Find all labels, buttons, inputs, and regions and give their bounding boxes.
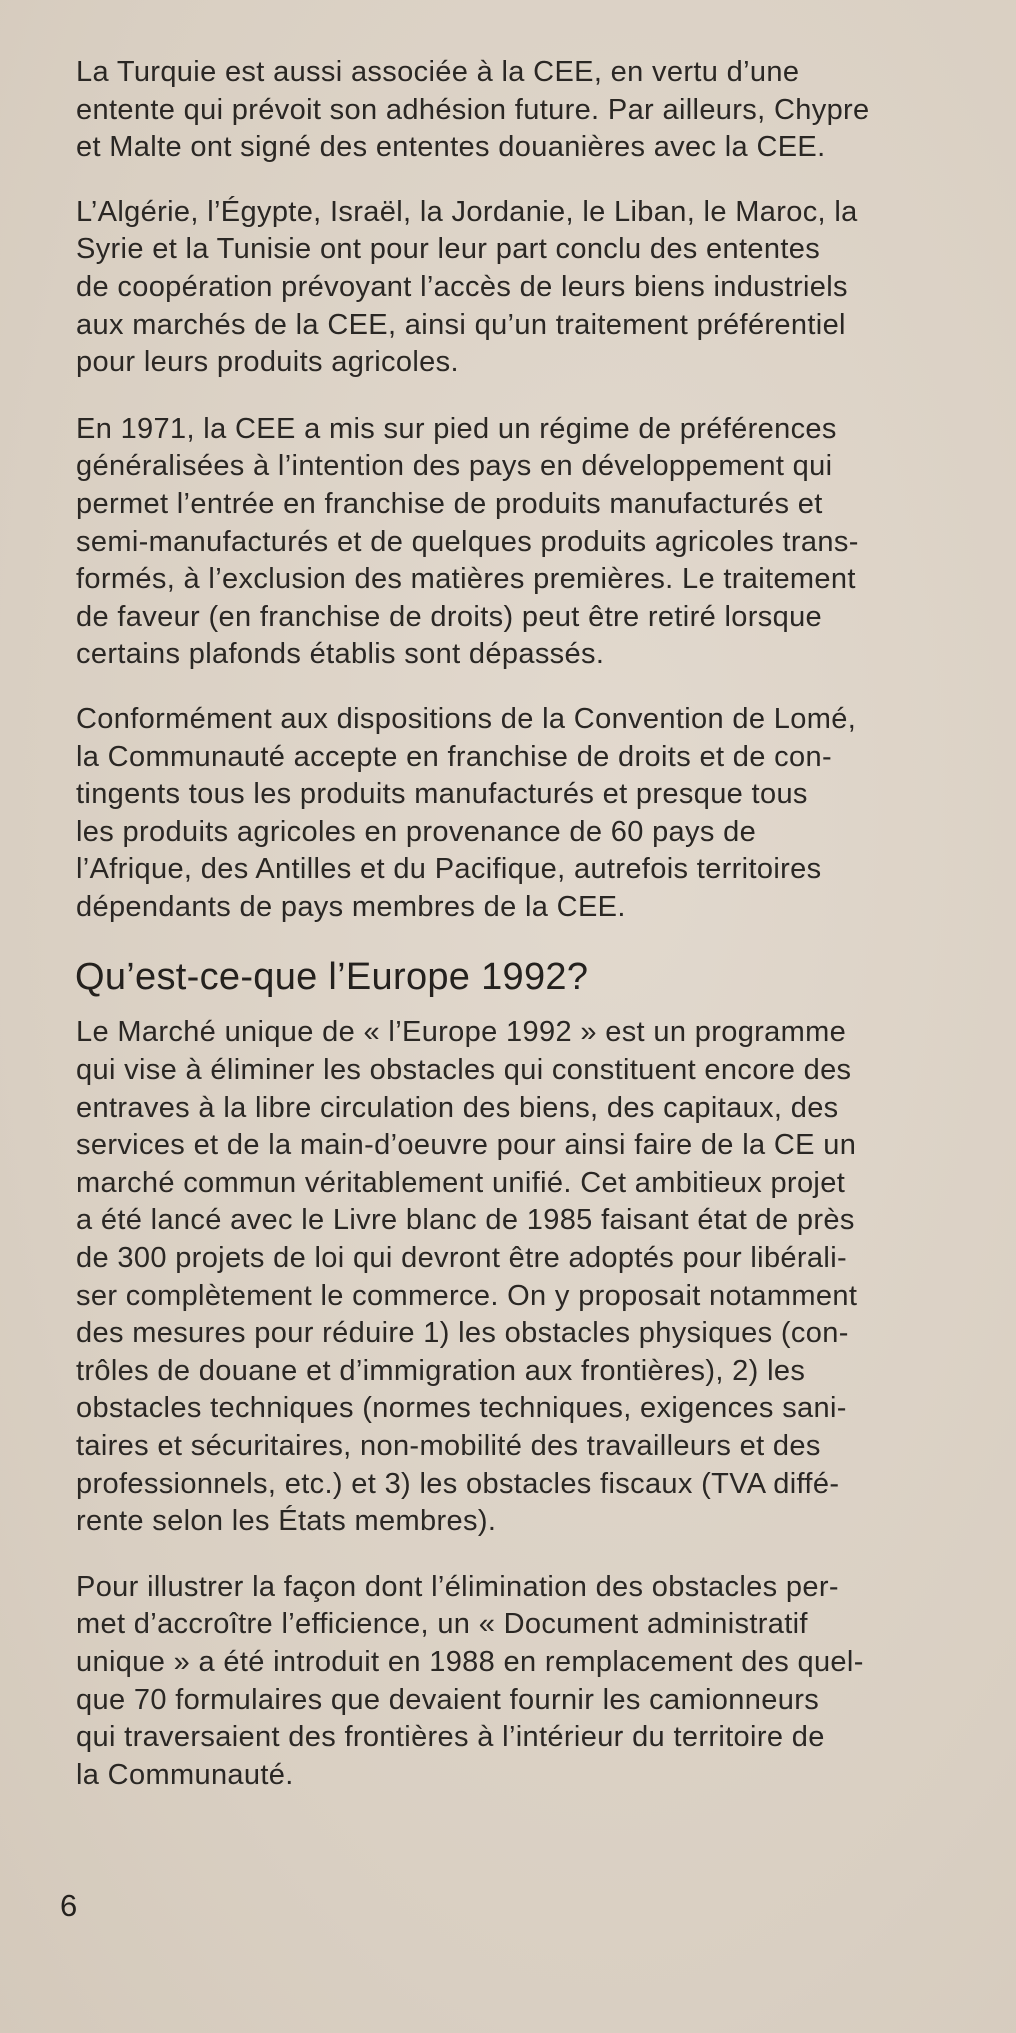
text-line: La Turquie est aussi associée à la CEE, en vertu d’une <box>76 56 800 88</box>
text-line: la Communauté accepte en franchise de droits et de con- <box>76 740 832 773</box>
text-line: certains plafonds établis sont dépassés. <box>76 638 605 671</box>
text-line: entraves à la libre circulation des biens, des capitaux, des <box>76 1091 839 1124</box>
text-line: et Malte ont signé des ententes douanières avec la CEE. <box>76 131 826 164</box>
paragraph-algerie <box>76 194 986 382</box>
text-line: pour leurs produits agricoles. <box>76 346 459 379</box>
text-line: rente selon les États membres). <box>76 1505 497 1538</box>
text-line: semi-manufacturés et de quelques produits agricoles trans- <box>76 525 859 558</box>
section-heading: Qu’est-ce-que l’Europe 1992? <box>75 956 589 999</box>
text-line: la Communauté. <box>76 1758 294 1791</box>
text-line: a été lancé avec le Livre blanc de 1985 faisant état de près <box>76 1204 855 1237</box>
text-line: des mesures pour réduire 1) les obstacles physiques (con- <box>76 1317 849 1350</box>
text-line: l’Afrique, des Antilles et du Pacifique, autrefois territoires <box>76 853 822 886</box>
paragraph-1971 <box>76 411 986 674</box>
text-line: aux marchés de la CEE, ainsi qu’un traitement préférentiel <box>76 308 846 341</box>
page-number: 6 <box>60 1888 78 1923</box>
text-line: services et de la main-d’oeuvre pour ainsi faire de la CE un <box>76 1129 857 1162</box>
text-line: trôles de douane et d’immigration aux frontières), 2) les <box>76 1354 806 1387</box>
text-line: tingents tous les produits manufacturés et presque tous <box>76 778 808 811</box>
paragraph-marche-unique <box>76 1014 986 1540</box>
text-line: de faveur (en franchise de droits) peut être retiré lorsque <box>76 600 823 633</box>
paragraph-turquie <box>76 54 986 167</box>
text-line: qui traversaient des frontières à l’intérieur du territoire de <box>76 1721 825 1754</box>
text-line: L’Algérie, l’Égypte, Israël, la Jordanie, le Liban, le Maroc, la <box>76 195 858 228</box>
text-line: Pour illustrer la façon dont l’élimination des obstacles per- <box>76 1570 839 1603</box>
text-line: qui vise à éliminer les obstacles qui constituent encore des <box>76 1054 852 1087</box>
page-body <box>76 54 986 1794</box>
text-line: professionnels, etc.) et 3) les obstacles fiscaux (TVA diffé- <box>76 1467 840 1500</box>
text-line: dépendants de pays membres de la CEE. <box>76 890 626 923</box>
text-line: permet l’entrée en franchise de produits manufacturés et <box>76 487 823 520</box>
text-line: met d’accroître l’efficience, un « Document administratif <box>76 1608 808 1641</box>
text-line: de coopération prévoyant l’accès de leurs biens industriels <box>76 270 848 303</box>
text-line: unique » a été introduit en 1988 en remplacement des quel- <box>76 1645 864 1678</box>
text-line: que 70 formulaires que devaient fournir les camionneurs <box>76 1683 820 1716</box>
paragraph-lome <box>76 701 986 927</box>
text-line: ser complètement le commerce. On y proposait notamment <box>76 1279 858 1312</box>
text-line: obstacles techniques (normes techniques, exigences sani- <box>76 1392 847 1425</box>
text-line: de 300 projets de loi qui devront être adoptés pour libérali- <box>76 1242 847 1275</box>
text-line: formés, à l’exclusion des matières premières. Le traitement <box>76 563 856 596</box>
text-line: entente qui prévoit son adhésion future. Par ailleurs, Chypre <box>76 93 870 126</box>
paragraph-document-administratif <box>76 1569 986 1795</box>
text-line: généralisées à l’intention des pays en développement qui <box>76 450 833 483</box>
text-line: En 1971, la CEE a mis sur pied un régime de préférences <box>76 412 837 445</box>
text-line: taires et sécuritaires, non-mobilité des travailleurs et des <box>76 1430 821 1462</box>
text-line: marché commun véritablement unifié. Cet ambitieux projet <box>76 1166 846 1199</box>
text-line: Le Marché unique de « l’Europe 1992 » est un programme <box>76 1016 847 1049</box>
text-line: Conformément aux dispositions de la Convention de Lomé, <box>76 702 857 735</box>
text-line: Syrie et la Tunisie ont pour leur part conclu des ententes <box>76 233 821 266</box>
text-line: les produits agricoles en provenance de 60 pays de <box>76 815 757 848</box>
